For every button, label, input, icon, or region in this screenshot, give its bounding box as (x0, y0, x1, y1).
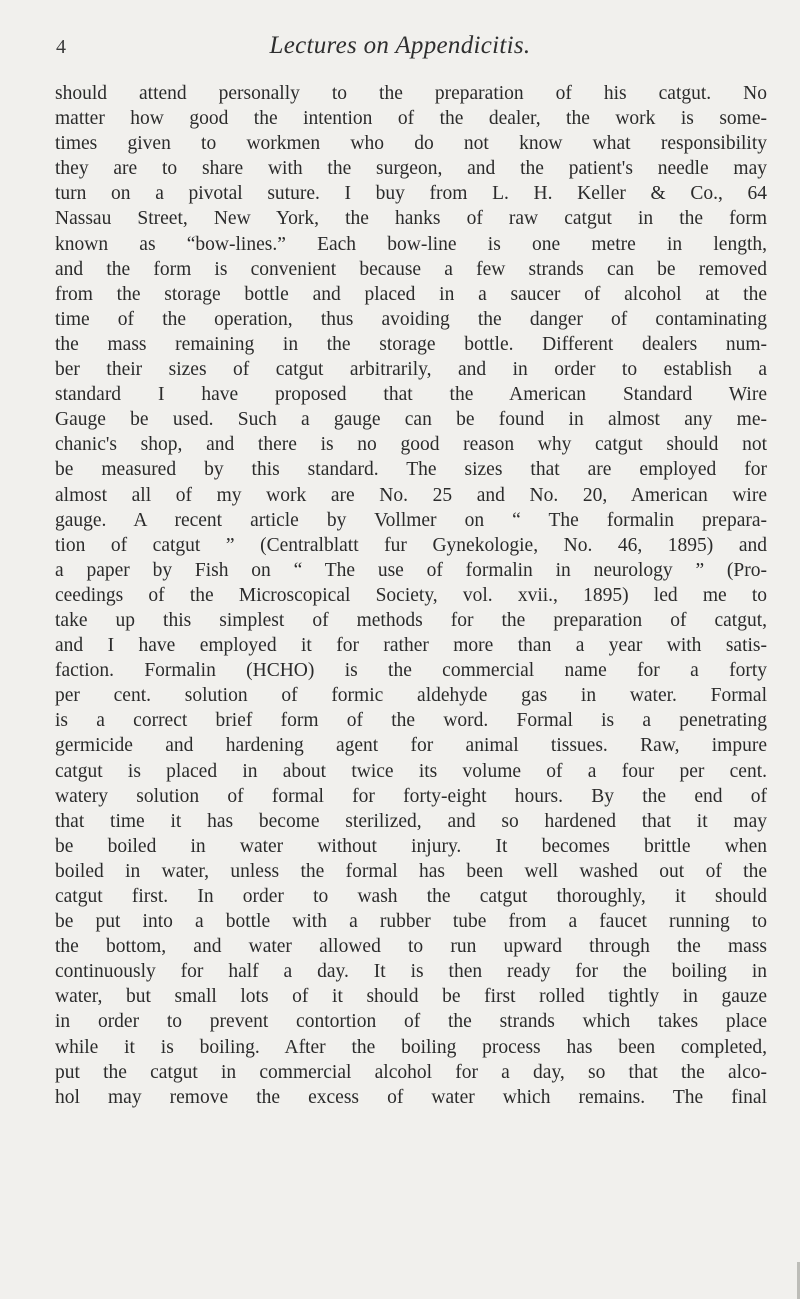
text-line: a paper by Fish on “ The use of formalin in neurology ” (Pro- (55, 559, 767, 581)
text-line: boiled in water, unless the formal has been well washed out of the (55, 860, 767, 882)
text-line: hol may remove the excess of water which remains. The final (55, 1086, 767, 1108)
text-line: be put into a bottle with a rubber tube from a faucet running to (55, 911, 767, 933)
text-line: known as “bow-lines.” Each bow-line is one metre in length, (55, 233, 767, 255)
text-line: in order to prevent contortion of the strands which takes place (55, 1011, 767, 1033)
text-line: faction. Formalin (HCHO) is the commercial name for a forty (55, 660, 767, 682)
text-line: while it is boiling. After the boiling process has been completed, (55, 1036, 767, 1058)
page-header (0, 30, 800, 64)
text-line: matter how good the intention of the dealer, the work is some- (55, 108, 767, 130)
text-line: Nassau Street, New York, the hanks of raw catgut in the form (55, 208, 767, 230)
text-line: water, but small lots of it should be first rolled tightly in gauze (55, 986, 767, 1008)
text-line: Gauge be used. Such a gauge can be found in almost any me- (55, 409, 767, 431)
text-line: ber their sizes of catgut arbitrarily, and in order to establish a (55, 359, 767, 381)
text-line: the mass remaining in the storage bottle. Different dealers num- (55, 333, 767, 355)
text-line: from the storage bottle and placed in a saucer of alcohol at the (55, 283, 767, 305)
text-line: the bottom, and water allowed to run upward through the mass (55, 936, 767, 958)
text-line: and the form is convenient because a few strands can be removed (55, 258, 767, 280)
text-line: almost all of my work are No. 25 and No. 20, American wire (55, 484, 767, 506)
text-line: be measured by this standard. The sizes that are employed for (55, 459, 767, 481)
text-line: should attend personally to the preparation of his catgut. No (55, 83, 767, 104)
text-line: germicide and hardening agent for animal tissues. Raw, impure (55, 735, 767, 757)
text-line: continuously for half a day. It is then ready for the boiling in (55, 961, 767, 983)
text-line: and I have employed it for rather more than a year with satis- (55, 635, 767, 657)
text-line: turn on a pivotal suture. I buy from L. H. Keller & Co., 64 (55, 183, 767, 205)
text-line: times given to workmen who do not know what responsibility (55, 133, 767, 155)
text-line: gauge. A recent article by Vollmer on “ The formalin prepara- (55, 509, 767, 531)
text-line: ceedings of the Microscopical Society, vol. xvii., 1895) led me to (55, 584, 767, 606)
text-line: watery solution of formal for forty-eight hours. By the end of (55, 785, 767, 807)
text-line: catgut first. In order to wash the catgut thoroughly, it should (55, 886, 767, 907)
text-line: catgut is placed in about twice its volume of a four per cent. (55, 760, 767, 782)
text-line: that time it has become sterilized, and so hardened that it may (55, 810, 767, 832)
text-line: is a correct brief form of the word. Formal is a penetrating (55, 710, 767, 732)
text-line: per cent. solution of formic aldehyde gas in water. Formal (55, 685, 767, 707)
text-line: put the catgut in commercial alcohol for a day, so that the alco- (55, 1061, 767, 1083)
text-line: time of the operation, thus avoiding the danger of contaminating (55, 308, 767, 330)
body-text (55, 81, 767, 1110)
page-number: 4 (56, 36, 66, 58)
text-line: chanic's shop, and there is no good reason why catgut should not (55, 434, 767, 456)
running-title: Lectures on Appendicitis. (269, 32, 531, 59)
text-line: they are to share with the surgeon, and the patient's needle may (55, 158, 767, 180)
text-line: be boiled in water without injury. It becomes brittle when (55, 835, 767, 857)
text-line: take up this simplest of methods for the preparation of catgut, (55, 609, 767, 631)
text-line: tion of catgut ” (Centralblatt fur Gynekologie, No. 46, 1895) and (55, 534, 767, 556)
text-line: standard I have proposed that the American Standard Wire (55, 384, 767, 406)
